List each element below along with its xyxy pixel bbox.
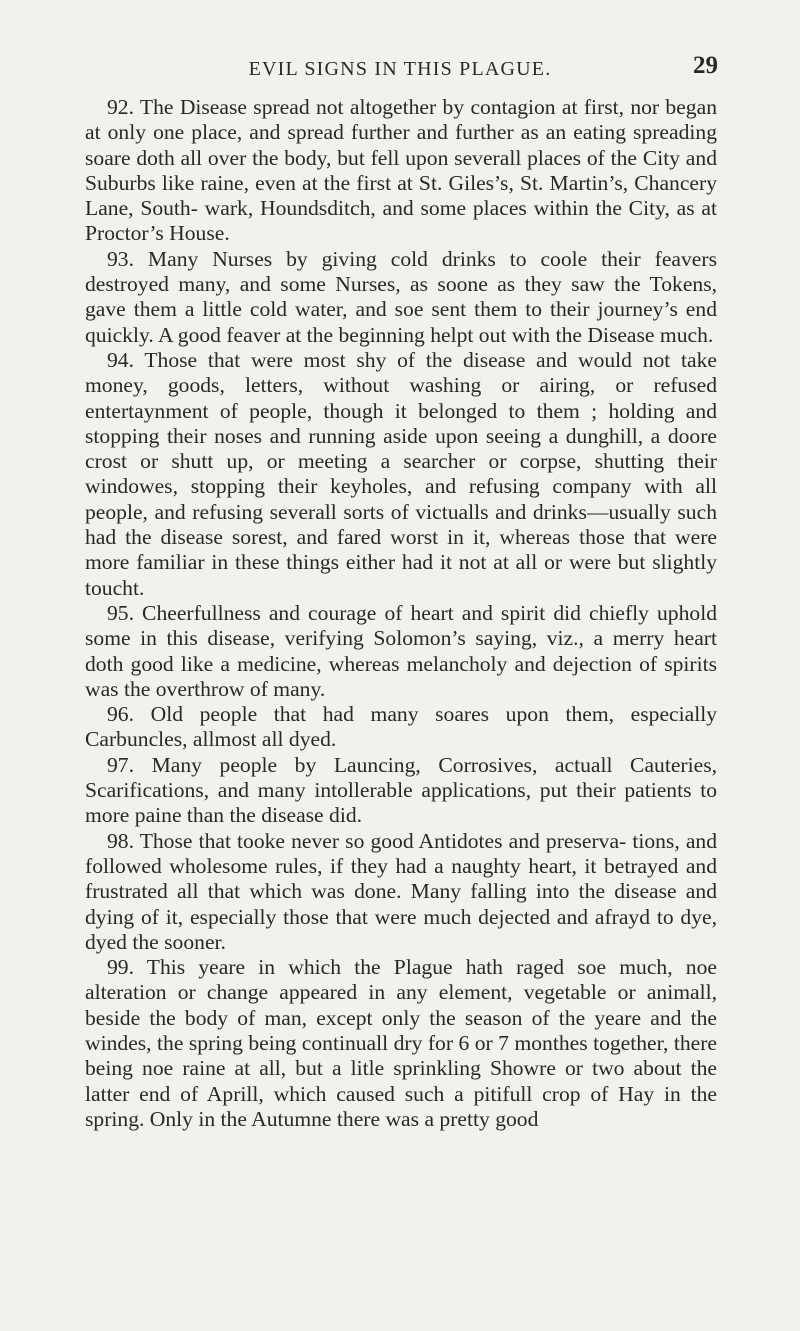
paragraph-93: 93. Many Nurses by giving cold drinks to coole their feavers destroyed many, and some Nurses, as soone as they saw the Tokens, gave them a little cold water, and soe sent them to their journey’s end quickly. A good feaver at the beginning helpt out with the Disease much. xyxy=(85,246,717,347)
page-number: 29 xyxy=(693,52,718,79)
running-head xyxy=(0,52,800,92)
paragraph-94: 94. Those that were most shy of the disease and would not take money, goods, letters, without washing or airing, or refused entertaynment of people, though it belonged to them ; holding and stopping their noses and running aside upon seeing a dunghill, a doore crost or shutt up, or meeting a searcher or corpse, shutting their windowes, stopping their keyholes, and refusing company with all people, and refusing severall sorts of victualls and drinks—usually such had the disease sorest, and fared worst in it, whereas those that were more familiar in these things either had it not at all or were but slightly toucht. xyxy=(85,347,717,600)
paragraph-99: 99. This yeare in which the Plague hath raged soe much, noe alteration or change appeared in any element, vegetable or animall, beside the body of man, except only the season of the yeare and the windes, the spring being continuall dry for 6 or 7 monthes together, there being noe raine at all, but a litle sprinkling Showre or two about the latter end of Aprill, which caused such a pitifull crop of Hay in the spring. Only in the Autumne there was a pretty good xyxy=(85,955,717,1131)
paragraph-97: 97. Many people by Launcing, Corrosives, actuall Cauteries, Scarifications, and many intollerable applications, put their patients to more paine than the disease did. xyxy=(85,752,717,828)
body-text xyxy=(85,95,717,1132)
paragraph-92: 92. The Disease spread not altogether by contagion at first, nor began at only one place, and spread further and further as an eating spreading soare doth all over the body, but fell upon severall places of the City and Suburbs like raine, even at the first at St. Giles’s, St. Martin’s, Chancery Lane, South- wark, Houndsditch, and some places within the City, as at Proctor’s House. xyxy=(85,95,717,246)
paragraph-98: 98. Those that tooke never so good Antidotes and preserva- tions, and followed wholesome rules, if they had a naughty heart, it betrayed and frustrated all that which was done. Many falling into the disease and dying of it, especially those that were much dejected and afrayd to dye, dyed the sooner. xyxy=(85,828,717,954)
running-title: EVIL SIGNS IN THIS PLAGUE. xyxy=(248,58,552,80)
paragraph-95: 95. Cheerfullness and courage of heart and spirit did chiefly uphold some in this disease, verifying Solomon’s saying, viz., a merry heart doth good like a medicine, whereas melancholy and dejection of spirits was the overthrow of many. xyxy=(85,600,717,701)
paragraph-96: 96. Old people that had many soares upon them, especially Carbuncles, allmost all dyed. xyxy=(85,702,717,752)
